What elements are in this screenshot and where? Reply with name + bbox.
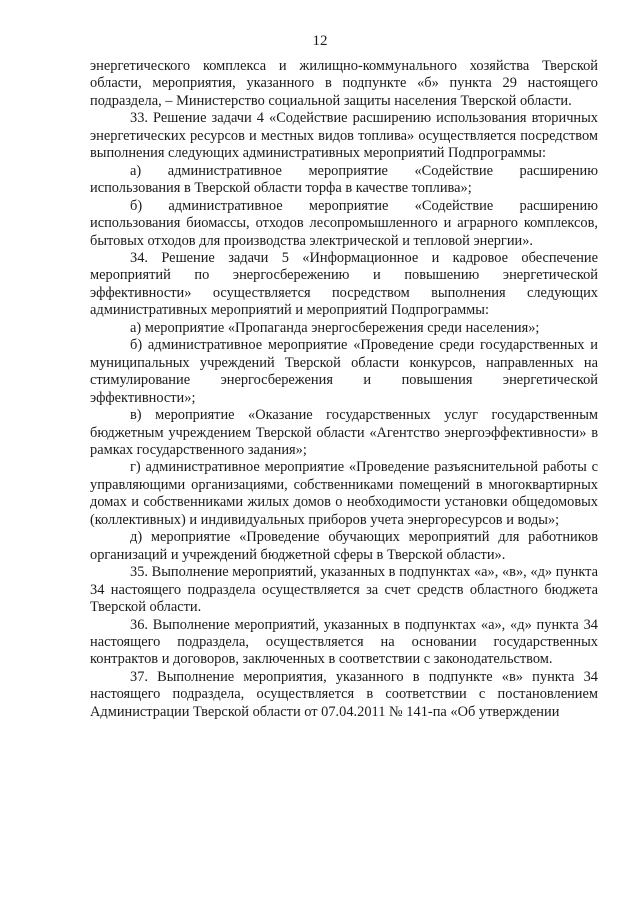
paragraph: а) административное мероприятие «Содействие расширению использования в Тверской области торфа в качестве топлива»; bbox=[90, 162, 598, 197]
paragraph: 33. Решение задачи 4 «Содействие расширению использования вторичных энергетических ресурсов и местных видов топлива» осуществляется посредством выполнения следующих административных мероприятий Подпрограммы: bbox=[90, 110, 598, 162]
document-body bbox=[90, 58, 598, 721]
paragraph: б) административное мероприятие «Содействие расширению использования биомассы, отходов лесопромышленного и аграрного комплексов, бытовых отходов для производства электрической и тепловой энергии». bbox=[90, 197, 598, 249]
paragraph: 36. Выполнение мероприятий, указанных в подпунктах «а», «д» пункта 34 настоящего подраздела, осуществляется на основании государственных контрактов и договоров, заключенных в соответствии с законодательством. bbox=[90, 616, 598, 668]
page-number: 12 bbox=[312, 33, 328, 49]
paragraph: д) мероприятие «Проведение обучающих мероприятий для работников организаций и учреждений бюджетной сферы в Тверской области». bbox=[90, 529, 598, 563]
paragraph: 34. Решение задачи 5 «Информационное и кадровое обеспечение мероприятий по энергосбережению и повышению энергетической эффективности» осуществляется посредством выполнения следующих административных мероприятий и мероприятий Подпрограммы: bbox=[90, 249, 598, 319]
paragraph: в) мероприятие «Оказание государственных услуг государственным бюджетным учреждением Тверской области «Агентство энергоэффективности» в рамках государственного задания»; bbox=[90, 407, 598, 458]
paragraph: г) административное мероприятие «Проведение разъяснительной работы с управляющими организациями, собственниками помещений в многоквартирных домах и собственниками жилых домов о необходимости установки общедомовых (коллективных) и индивидуальных приборов учета энергоресурсов и воды»; bbox=[90, 459, 598, 528]
paragraph: а) мероприятие «Пропаганда энергосбережения среди населения»; bbox=[130, 319, 540, 336]
paragraph: 37. Выполнение мероприятия, указанного в подпункте «в» пункта 34 настоящего подраздела, осуществляется в соответствии с постановлением Администрации Тверской области от 07.04.2011 № 141-па «Об утверждении bbox=[90, 668, 598, 720]
paragraph: 35. Выполнение мероприятий, указанных в подпунктах «а», «в», «д» пункта 34 настоящего подраздела осуществляется за счет средств областного бюджета Тверской области. bbox=[90, 564, 598, 616]
paragraph: б) административное мероприятие «Проведение среди государственных и муниципальных учреждений Тверской области конкурсов, направленных на стимулирование энергосбережения и повышения энергетической эффективности»; bbox=[90, 337, 598, 406]
paragraph: энергетического комплекса и жилищно-коммунального хозяйства Тверской области, мероприятия, указанного в подпункте «б» пункта 29 настоящего подраздела, – Министерство социальной защиты населения Тверской области. bbox=[90, 58, 598, 109]
